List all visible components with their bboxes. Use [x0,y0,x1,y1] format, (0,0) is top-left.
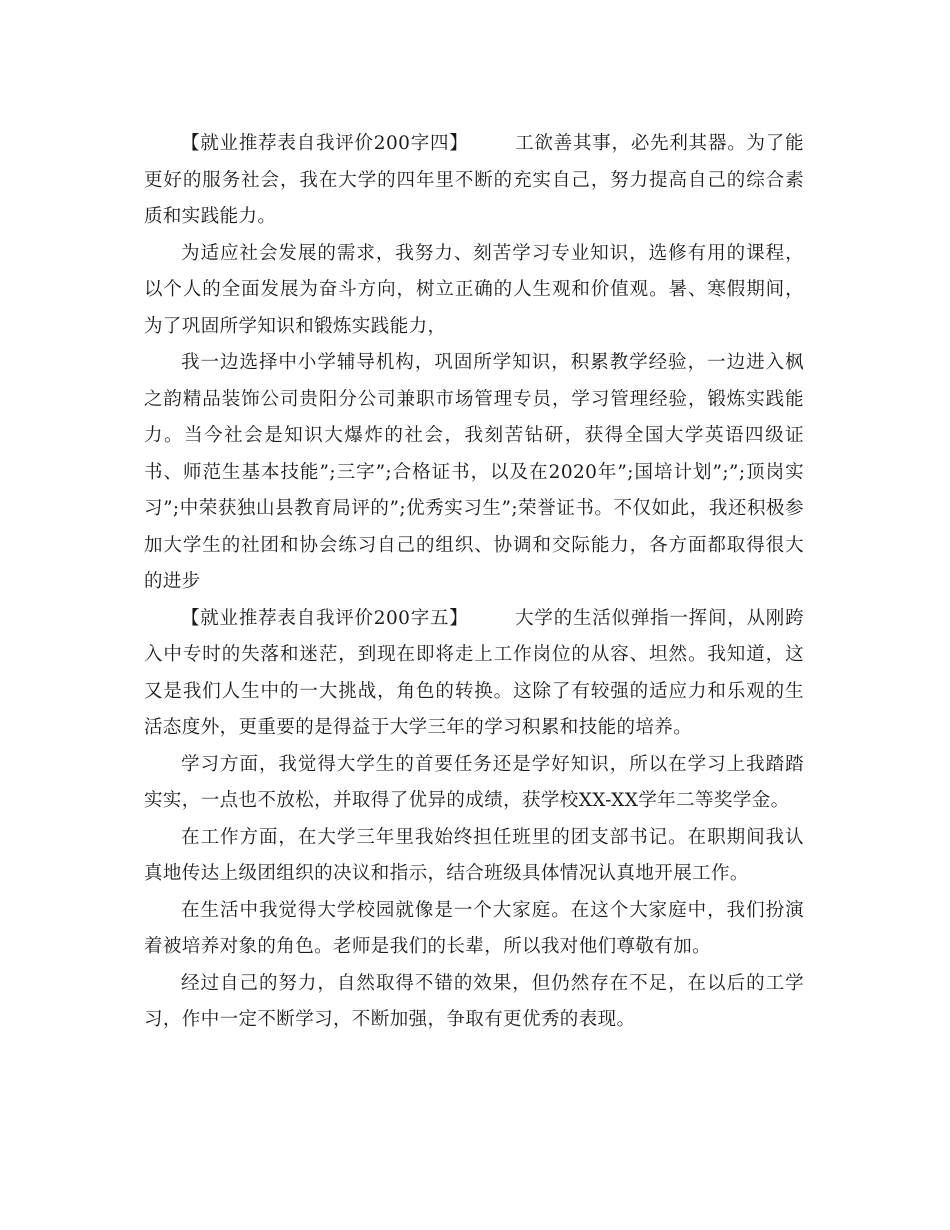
heading-gap [469,133,516,154]
paragraph [144,966,804,1039]
document-body [144,126,804,1039]
paragraph-section-five-intro [144,601,804,747]
paragraph-text: 经过自己的努力，自然取得不错的效果，但仍然存在不足，在以后的工学习，作中一定不断学习，不断加强，争取有更优秀的表现。 [144,972,804,1030]
heading-gap [469,608,516,629]
paragraph [144,236,804,346]
section-heading-five: 【就业推荐表自我评价200字五】 [181,607,469,629]
paragraph-text: 我一边选择中小学辅导机构，巩固所学知识，积累教学经验，一边进入枫之韵精品装饰公司贵阳分公司兼职市场管理专员，学习管理经验，锻炼实践能力。当今社会是知识大爆炸的社会，我刻苦钻研，获得全国大学英语四级证书、师范生基本技能”;三字”;合格证书，以及在2020年”;国培计划”;”;顶岗实习”;中荣获独山县教育局评的”;优秀实习生”;荣誉证书。不仅如此，我还积极参加大学生的社团和协会练习自己的组织、协调和交际能力，各方面都取得很大的进步 [144,352,804,592]
paragraph [144,893,804,966]
paragraph-text: 在工作方面，在大学三年里我始终担任班里的团支部书记。在职期间我认真地传达上级团组织的决议和指示，结合班级具体情况认真地开展工作。 [144,826,804,884]
section-heading-four: 【就业推荐表自我评价200字四】 [181,133,469,154]
paragraph-text: 在生活中我觉得大学校园就像是一个大家庭。在这个大家庭中，我们扮演着被培养对象的角色。老师是我们的长辈，所以我对他们尊敬有加。 [144,899,804,957]
paragraph [144,747,804,820]
paragraph-text: 学习方面，我觉得大学生的首要任务还是学好知识，所以在学习上我踏踏实实，一点也不放松，并取得了优异的成绩，获学校XX-XX学年二等奖学金。 [144,753,804,811]
paragraph [144,820,804,893]
paragraph-section-four-intro [144,126,804,236]
paragraph-text: 工欲善其事，必先利其器。为了能更好的服务社会，我在大学的四年里不断的充实自己，努力提高自己的综合素质和实践能力。 [144,133,804,227]
paragraph-text: 大学的生活似弹指一挥间，从刚跨入中专时的失落和迷茫，到现在即将走上工作岗位的从容、坦然。我知道，这又是我们人生中的一大挑战，角色的转换。这除了有较强的适应力和乐观的生活态度外，更重要的是得益于大学三年的学习积累和技能的培养。 [144,607,804,738]
paragraph-text: 为适应社会发展的需求，我努力、刻苦学习专业知识，选修有用的课程，以个人的全面发展为奋斗方向，树立正确的人生观和价值观。暑、寒假期间，为了巩固所学知识和锻炼实践能力， [144,242,804,337]
paragraph [144,345,804,601]
